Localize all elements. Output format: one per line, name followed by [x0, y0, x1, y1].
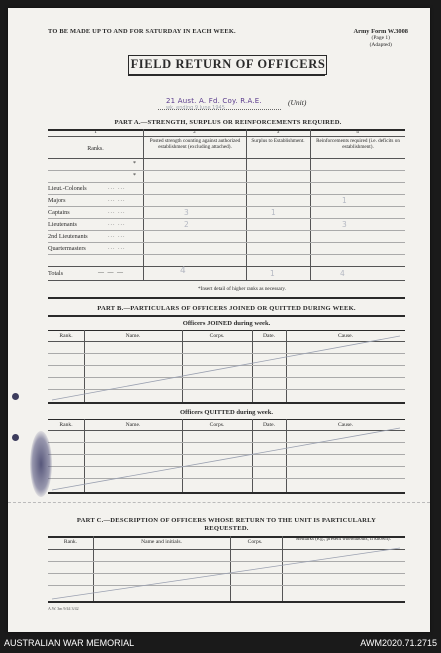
unit-faint-note: wk. ending 9 June 1945 — [166, 105, 225, 111]
reinf-lieutenants: 3 — [342, 220, 347, 229]
part-c-strike-line — [52, 548, 400, 599]
leader-dots: ... ... — [108, 233, 126, 239]
star-marker: * — [133, 161, 137, 167]
col-number-4: 4 — [356, 129, 359, 135]
army-form-label: Army Form W.3008 — [353, 28, 408, 35]
total-surplus: 1 — [270, 269, 275, 278]
leader-dots: ... ... — [108, 185, 126, 191]
col-header-surplus: Surplus to Establishment. — [251, 138, 305, 144]
joined-col-date: Date. — [263, 333, 275, 339]
total-reinforcements: 4 — [340, 269, 345, 278]
ink-stain — [30, 431, 52, 497]
leader-dots: ... ... — [108, 197, 126, 203]
rank-label: Lieutenants — [48, 221, 77, 228]
unit-name: 21 Aust. A. Fd. Coy. R.A.E. — [166, 97, 262, 105]
part-c-title-line1: PART C.—DESCRIPTION OF OFFICERS WHOSE RETURN TO THE UNIT IS PARTICULARLY — [76, 517, 377, 524]
quitted-col-rank: Rank. — [59, 422, 73, 428]
joined-col-name: Name. — [125, 333, 141, 339]
strike-lines — [8, 8, 430, 632]
punch-hole — [12, 434, 19, 441]
rank-label: Lieut.-Colonels — [48, 185, 87, 192]
reinf-majors: 1 — [342, 196, 347, 205]
punch-hole — [12, 393, 19, 400]
rank-label: Captains — [48, 209, 70, 216]
quitted-title: Officers QUITTED during week. — [179, 409, 274, 416]
part-b-title: PART B.—PARTICULARS OF OFFICERS JOINED OR QUITTED DURING WEEK. — [97, 305, 356, 312]
joined-strike-line — [52, 336, 400, 400]
quitted-strike-line — [52, 428, 400, 490]
document-page — [8, 8, 430, 632]
part-a-title: PART A.—STRENGTH, SURPLUS OR REINFORCEMENTS REQUIRED. — [114, 119, 342, 126]
totals-label: Totals — [48, 270, 64, 277]
print-code: A.W. 3m 9/44 3/42 — [48, 606, 79, 611]
col-header-posted: Posted strength counting against authorized establishment (excluding attached). — [149, 138, 241, 150]
part-c-col-name: Name and initials. — [141, 539, 182, 545]
joined-col-corps: Corps. — [209, 333, 225, 339]
part-c-col-rank: Rank. — [63, 539, 78, 545]
star-marker: * — [133, 173, 137, 179]
leader-dots: ... ... — [108, 209, 126, 215]
footnote: *Insert detail of higher ranks as necessary. — [198, 286, 286, 292]
quitted-col-date: Date. — [263, 422, 275, 428]
total-posted: 4 — [180, 266, 186, 276]
joined-col-rank: Rank. — [59, 333, 73, 339]
part-c-title-line2: REQUESTED. — [204, 525, 249, 532]
joined-title: Officers JOINED during week. — [182, 320, 271, 327]
col-number-2: 2 — [193, 129, 196, 135]
archive-reference: AWM2020.71.2715 — [360, 638, 437, 648]
part-c-col-remarks: Remarks (e.g., present whereabouts, if known). — [296, 537, 391, 542]
rank-label: Quartermasters — [48, 245, 86, 252]
leader-dots: ... ... — [108, 221, 126, 227]
quitted-col-name: Name. — [125, 422, 141, 428]
posted-captains: 3 — [184, 208, 189, 217]
surplus-captains: 1 — [271, 208, 276, 217]
col-number-3: 3 — [276, 129, 280, 135]
leader-dots: ... ... — [108, 245, 126, 251]
col-number-1: 1 — [94, 129, 97, 135]
archive-caption: AUSTRALIAN WAR MEMORIAL — [4, 638, 135, 648]
adapted-note: (Adapted) — [369, 42, 392, 48]
unit-label: (Unit) — [288, 98, 307, 107]
totals-dashes: — — — — [98, 270, 124, 276]
page-title: FIELD RETURN OF OFFICERS — [130, 57, 326, 71]
page-note: (Page 1) — [371, 35, 390, 41]
header-instruction: TO BE MADE UP TO AND FOR SATURDAY IN EACH WEEK. — [48, 28, 236, 35]
col-header-ranks: Ranks. — [87, 146, 104, 152]
rank-label: 2nd Lieutenants — [48, 233, 88, 240]
posted-lieutenants: 2 — [184, 220, 189, 229]
rank-label: Majors — [48, 197, 66, 204]
quitted-col-cause: Cause. — [337, 422, 354, 428]
part-c-col-corps: Corps. — [247, 539, 263, 545]
quitted-col-corps: Corps. — [209, 422, 225, 428]
joined-col-cause: Cause. — [337, 333, 354, 339]
col-header-reinforcements: Reinforcements required (i.e. deficits on establishment). — [316, 138, 400, 150]
